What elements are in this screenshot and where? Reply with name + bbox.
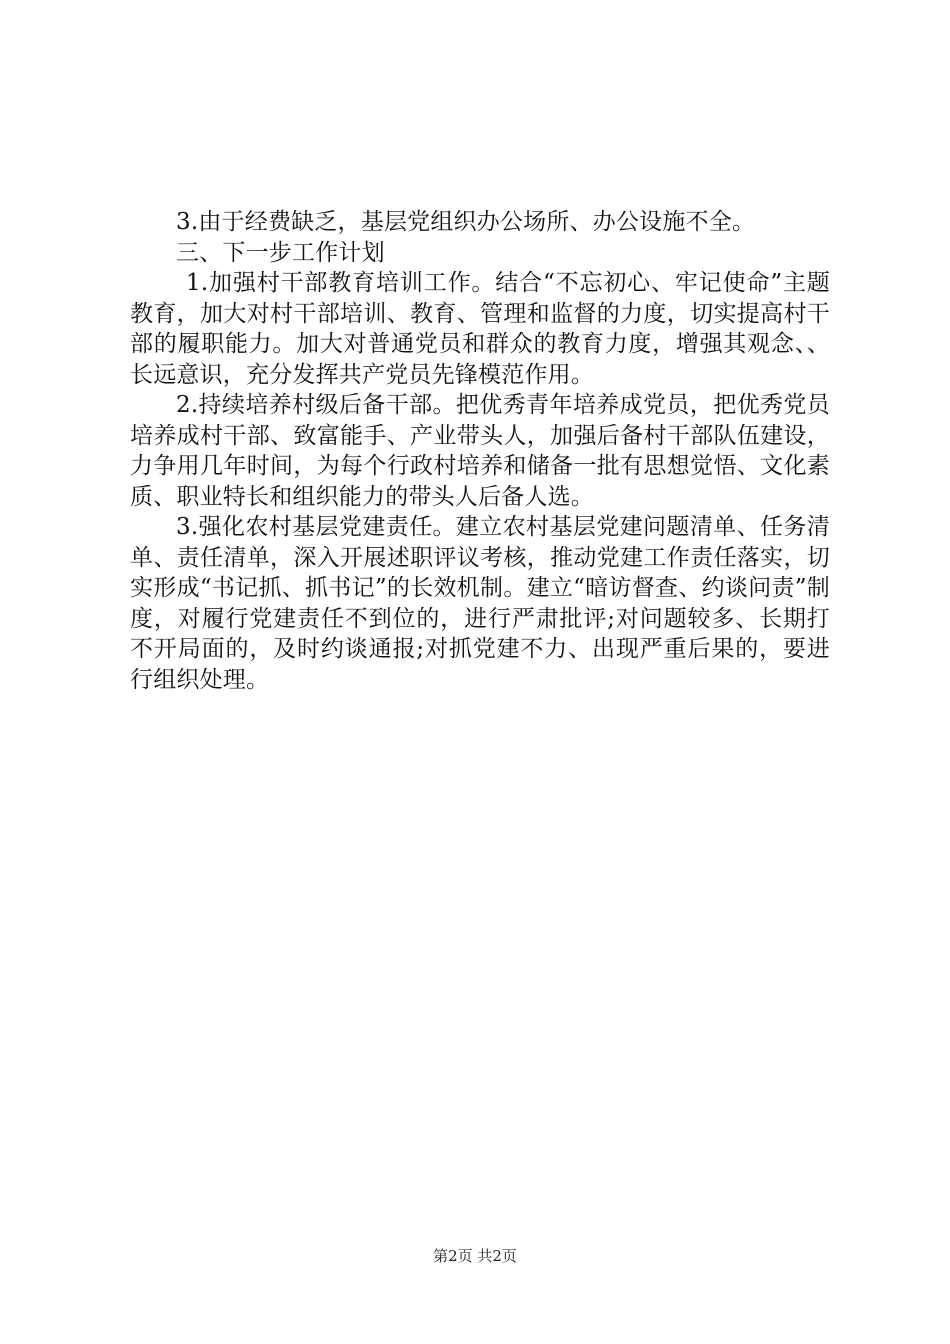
paragraph-funding-issue: 3.由于经费缺乏，基层党组织办公场所、办公设施不全。 [176,209,756,235]
paragraph-training: 1.加强村干部教育培训工作。结合“不忘初心、牢记使命”主题教育，加大对村干部培训、教育、管理和监督的力度，切实提高村干部的履职能力。加大对普通党员和群众的教育力度，增强其观念、、长远意识，充分发挥共产党员先锋模范作用。 [130,270,830,388]
paragraph-reserve-cadres: 2.持续培养村级后备干部。把优秀青年培养成党员，把优秀党员培养成村干部、致富能手、产业带头人，加强后备村干部队伍建设，力争用几年时间，为每个行政村培养和储备一批有思想觉悟、文化素质、职业特长和组织能力的带头人后备人选。 [130,392,830,510]
section-heading-next-steps: 三、下一步工作计划 [176,239,385,266]
page-number-footer: 第2页 共2页 [433,1247,517,1265]
document-body [130,207,830,695]
paragraph-party-responsibility: 3.强化农村基层党建责任。建立农村基层党建问题清单、任务清单、责任清单，深入开展述职评议考核，推动党建工作责任落实，切实形成“书记抓、抓书记”的长效机制。建立“暗访督查、约谈问责”制度，对履行党建责任不到位的，进行严肃批评;对问题较多、长期打不开局面的，及时约谈通报;对抓党建不力、出现严重后果的，要进行组织处理。 [130,514,830,693]
